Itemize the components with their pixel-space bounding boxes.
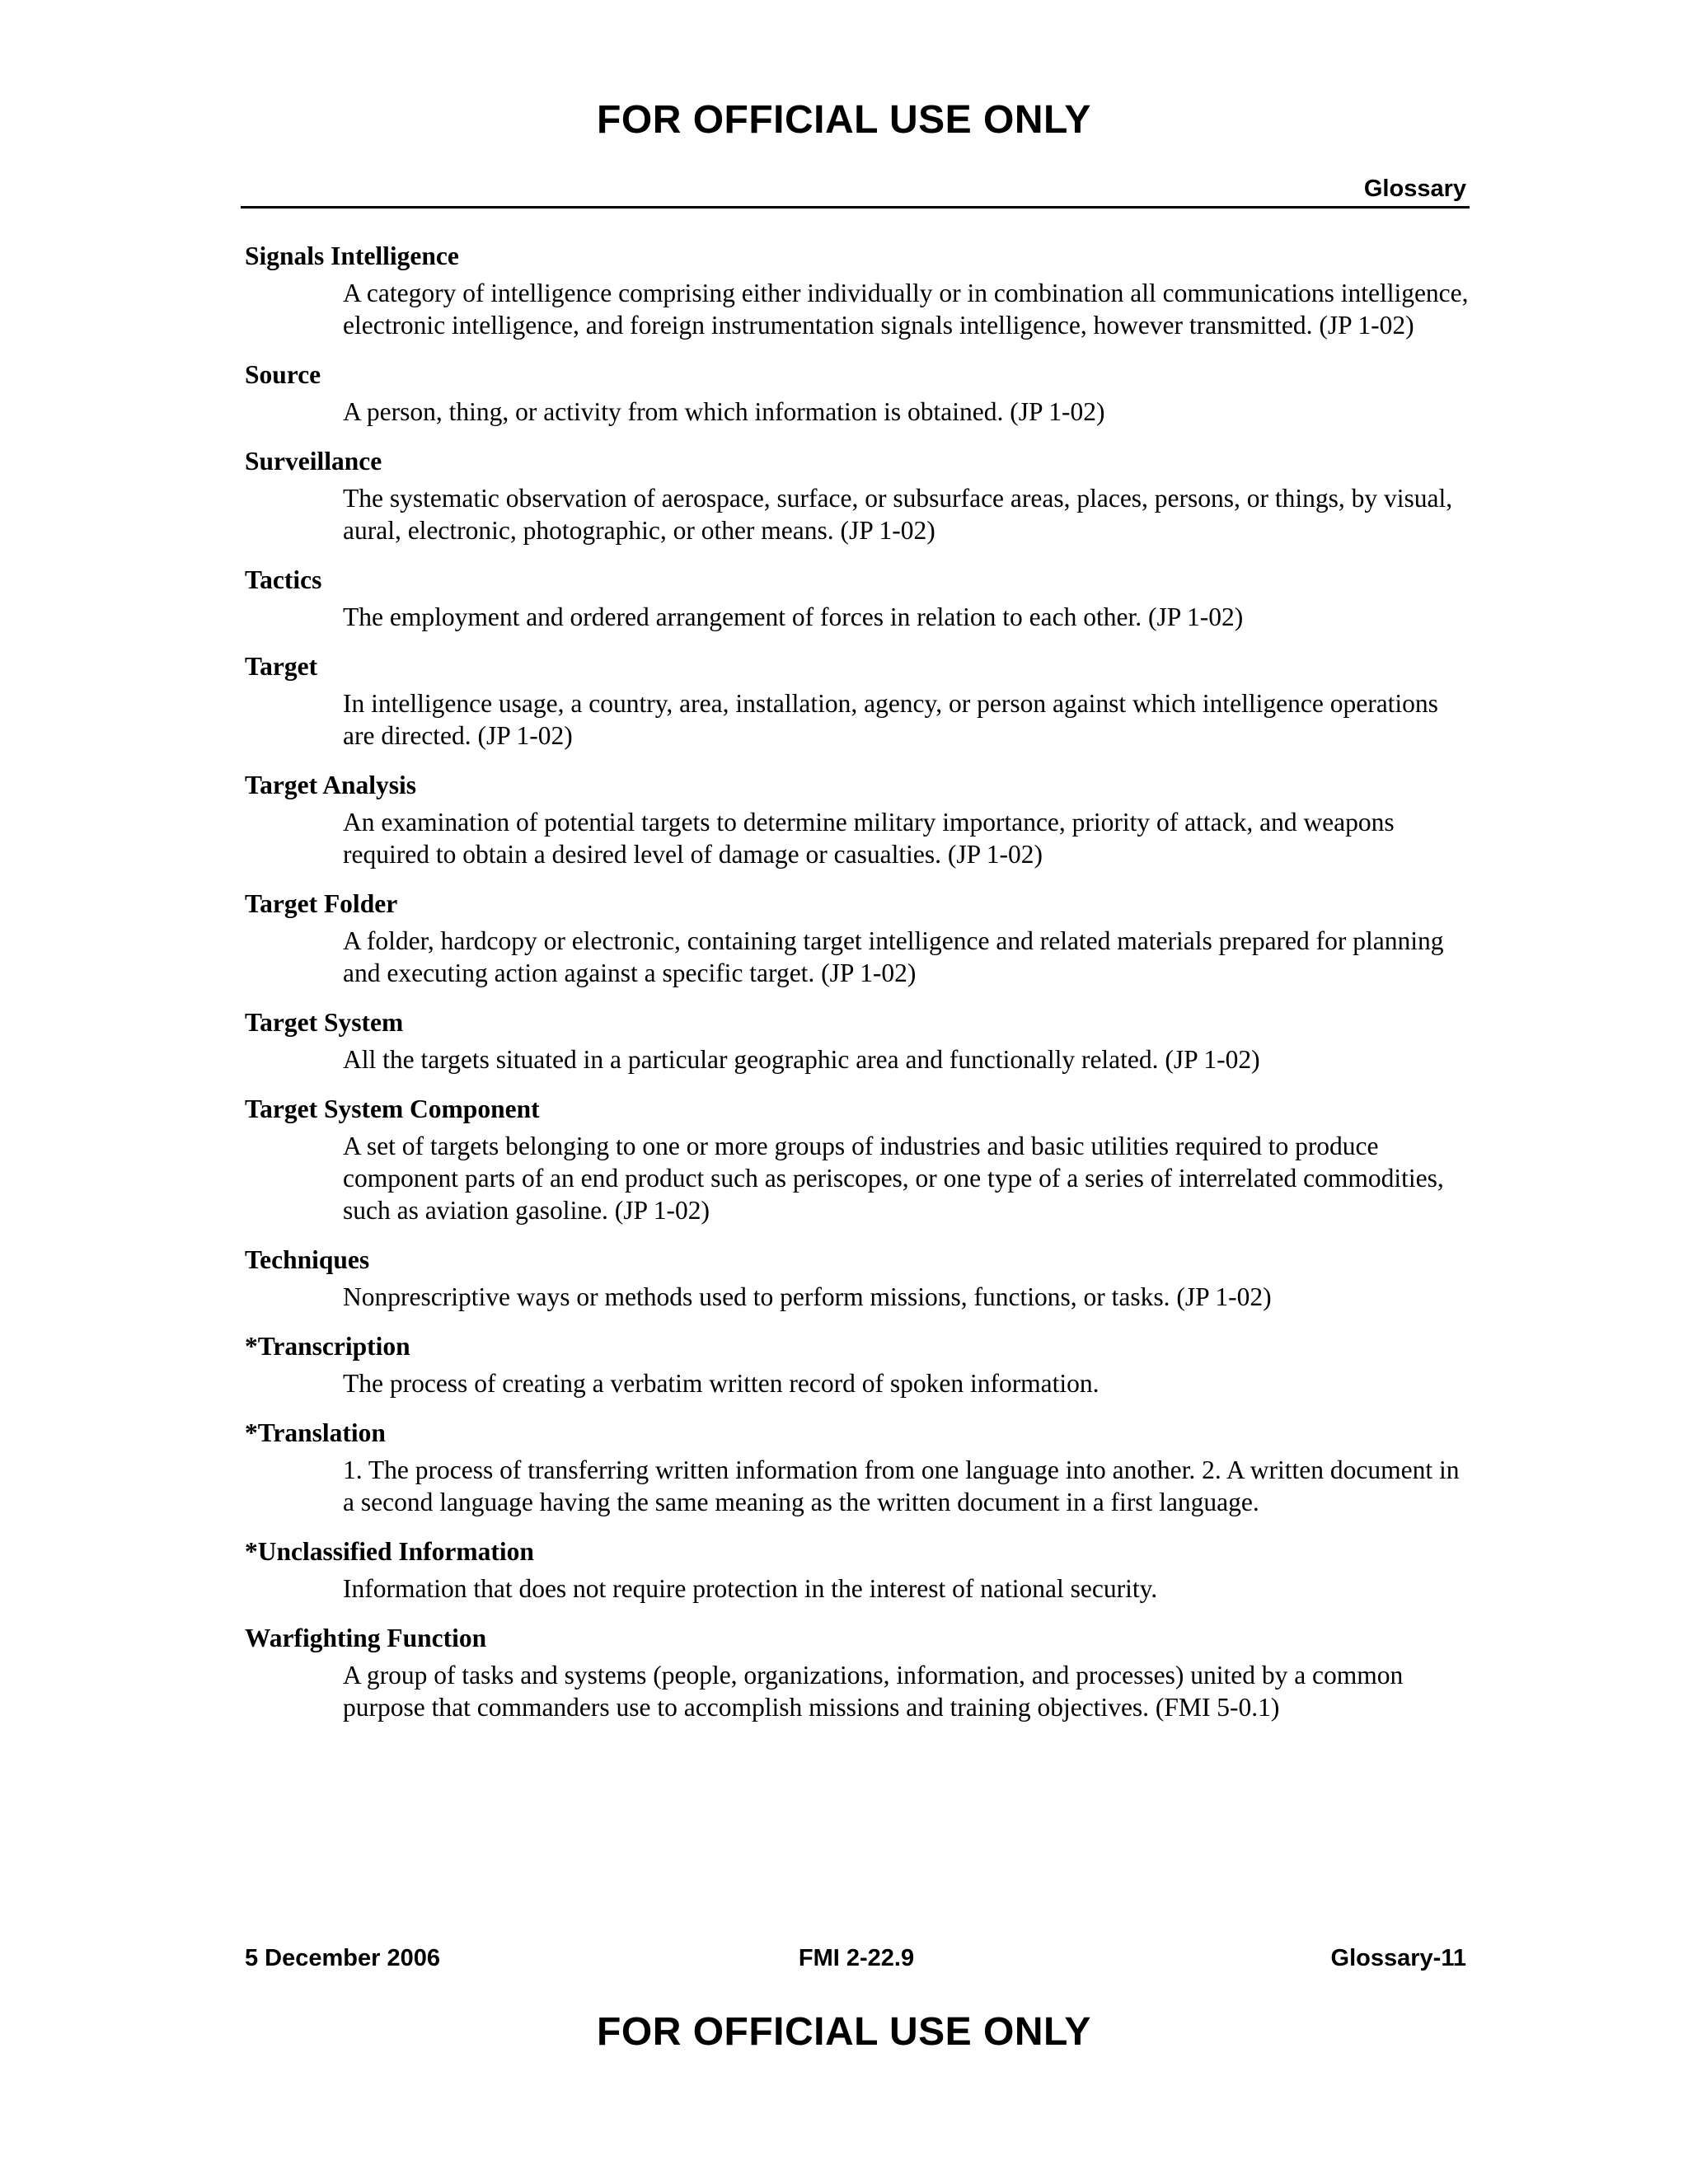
glossary-entry xyxy=(245,240,1473,341)
glossary-definition: Information that does not require protection in the interest of national security. xyxy=(343,1574,1158,1603)
glossary-definition: A set of targets belonging to one or more groups of industries and basic utilities required to produce component parts of an end product such as periscopes, or one type of a series of interrelated commodities, such as aviation gasoline. (JP 1-02) xyxy=(343,1132,1444,1225)
header-divider xyxy=(241,206,1470,209)
glossary-term: Signals Intelligence xyxy=(245,241,459,270)
footer-publication-number: FMI 2-22.9 xyxy=(798,1945,915,1971)
glossary-list xyxy=(245,240,1473,1741)
glossary-term: Surveillance xyxy=(245,447,382,476)
glossary-definition: The systematic observation of aerospace, surface, or subsurface areas, places, persons, or things, by visual, aural, electronic, photographic, or other means. (JP 1-02) xyxy=(343,484,1453,545)
footer-date: 5 December 2006 xyxy=(245,1945,440,1971)
glossary-entry xyxy=(245,769,1473,870)
glossary-definition: The process of creating a verbatim written record of spoken information. xyxy=(343,1369,1100,1398)
glossary-definition: Nonprescriptive ways or methods used to perform missions, functions, or tasks. (JP 1-02) xyxy=(343,1282,1272,1311)
glossary-entry xyxy=(245,1244,1473,1313)
classification-marking-top: FOR OFFICIAL USE ONLY xyxy=(597,98,1091,142)
glossary-entry xyxy=(245,359,1473,428)
glossary-term: *Unclassified Information xyxy=(245,1537,534,1566)
glossary-definition: An examination of potential targets to determine military importance, priority of attack, and weapons required to obtain a desired level of damage or casualties. (JP 1-02) xyxy=(343,808,1395,869)
glossary-definition: 1. The process of transferring written information from one language into another. 2. A written document in a second language having the same meaning as the written document in a first language. xyxy=(343,1455,1460,1516)
glossary-term: Warfighting Function xyxy=(245,1624,487,1652)
glossary-term: *Transcription xyxy=(245,1332,410,1361)
glossary-entry xyxy=(245,650,1473,752)
glossary-term: *Translation xyxy=(245,1418,386,1447)
section-title: Glossary xyxy=(1363,176,1466,202)
glossary-entry xyxy=(245,1622,1473,1723)
glossary-entry xyxy=(245,1535,1473,1605)
glossary-term: Techniques xyxy=(245,1245,370,1274)
footer-page-number: Glossary-11 xyxy=(1330,1945,1466,1971)
glossary-term: Tactics xyxy=(245,565,322,594)
glossary-definition: A folder, hardcopy or electronic, containing target intelligence and related materials prepared for planning and executing action against a specific target. (JP 1-02) xyxy=(343,926,1444,987)
glossary-definition: The employment and ordered arrangement of forces in relation to each other. (JP 1-02) xyxy=(343,602,1244,631)
glossary-entry xyxy=(245,445,1473,546)
glossary-definition: A category of intelligence comprising either individually or in combination all communications intelligence, electronic intelligence, and foreign instrumentation signals intelligence, however transmitted. (JP 1-02) xyxy=(343,279,1469,340)
glossary-definition: All the targets situated in a particular geographic area and functionally related. (JP 1-02) xyxy=(343,1045,1260,1074)
glossary-entry xyxy=(245,1417,1473,1518)
glossary-term: Target Folder xyxy=(245,889,398,918)
glossary-entry xyxy=(245,888,1473,989)
glossary-entry xyxy=(245,1093,1473,1226)
glossary-term: Target xyxy=(245,652,318,681)
glossary-definition: A person, thing, or activity from which information is obtained. (JP 1-02) xyxy=(343,397,1105,426)
glossary-term: Target Analysis xyxy=(245,771,416,799)
classification-marking-bottom: FOR OFFICIAL USE ONLY xyxy=(597,2010,1091,2054)
glossary-term: Target System Component xyxy=(245,1094,540,1123)
glossary-definition: In intelligence usage, a country, area, installation, agency, or person against which intelligence operations are directed. (JP 1-02) xyxy=(343,689,1438,750)
glossary-entry xyxy=(245,1330,1473,1399)
glossary-term: Source xyxy=(245,360,321,389)
glossary-entry xyxy=(245,1006,1473,1076)
glossary-definition: A group of tasks and systems (people, organizations, information, and processes) united by a common purpose that commanders use to accomplish missions and training objectives. (FMI 5-0.1) xyxy=(343,1661,1404,1722)
glossary-entry xyxy=(245,564,1473,633)
glossary-term: Target System xyxy=(245,1008,404,1037)
